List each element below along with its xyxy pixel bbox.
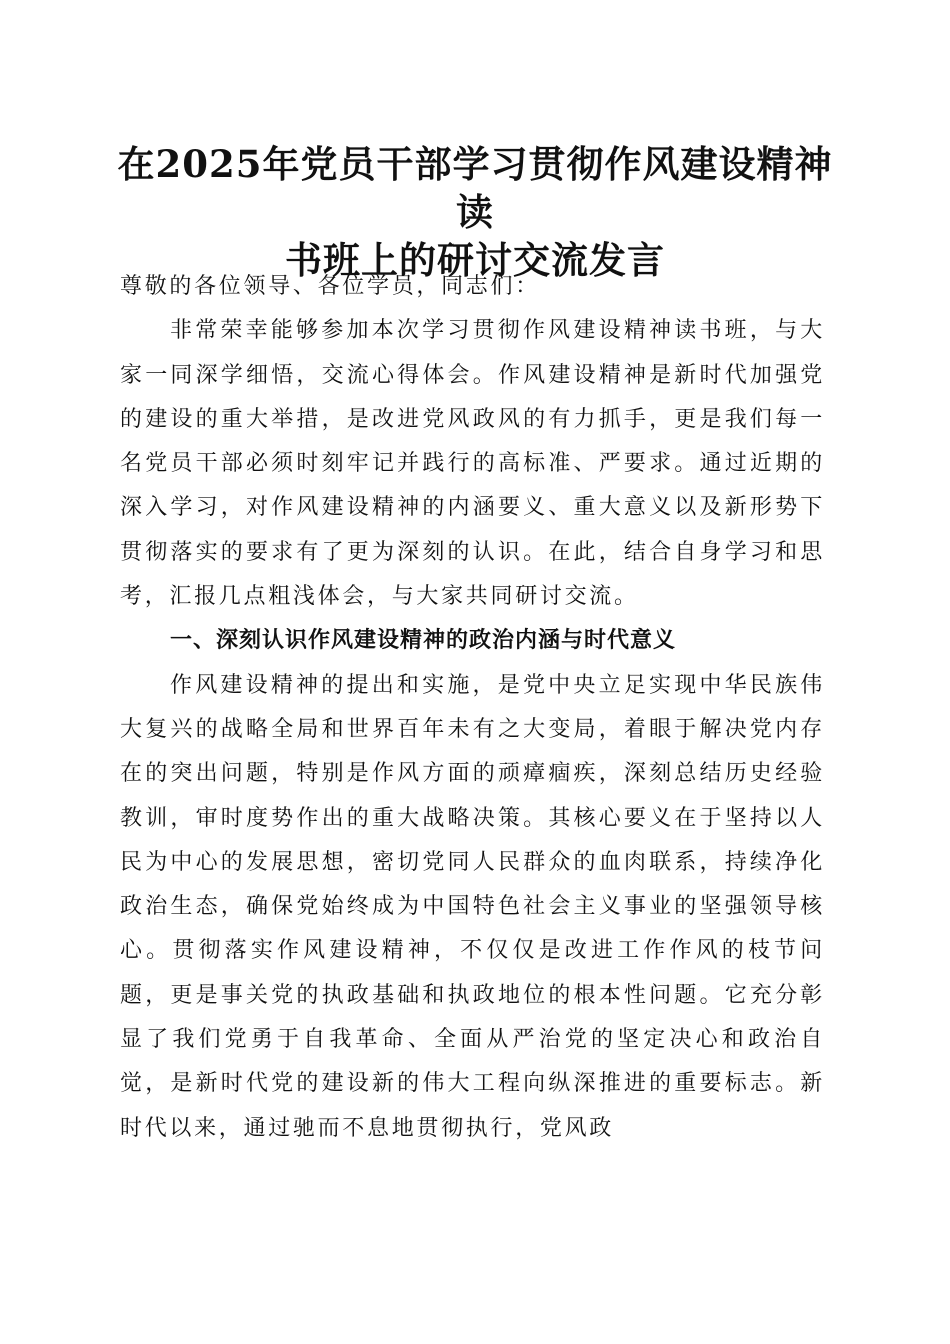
document-title (100, 140, 850, 284)
title-line-2: 书班上的研讨交流发言 (285, 238, 665, 282)
paragraph-section-1: 作风建设精神的提出和实施，是党中央立足实现中华民族伟大复兴的战略全局和世界百年未有之大变局，着眼于解决党内存在的突出问题，特别是作风方面的顽瘴痼疾，深刻总结历史经验教训，审时度势作出的重大战略决策。其核心要义在于坚持以人民为中心的发展思想，密切党同人民群众的血肉联系，持续净化政治生态，确保党始终成为中国特色社会主义事业的坚强领导核心。贯彻落实作风建设精神，不仅仅是改进工作作风的枝节问题，更是事关党的执政基础和执政地位的根本性问题。它充分彰显了我们党勇于自我革命、全面从严治党的坚定决心和政治自觉，是新时代党的建设新的伟大工程向纵深推进的重要标志。新时代以来，通过驰而不息地贯彻执行，党风政 (120, 672, 825, 1141)
section-heading: 一、深刻认识作风建设精神的政治内涵与时代意义 (170, 628, 677, 654)
paragraph-intro: 非常荣幸能够参加本次学习贯彻作风建设精神读书班，与大家一同深学细悟，交流心得体会。作风建设精神是新时代加强党的建设的重大举措，是改进党风政风的有力抓手，更是我们每一名党员干部必须时刻牢记并践行的高标准、严要求。通过近期的深入学习，对作风建设精神的内涵要义、重大意义以及新形势下贯彻落实的要求有了更为深刻的认识。在此，结合自身学习和思考，汇报几点粗浅体会，与大家共同研讨交流。 (120, 318, 825, 610)
title-line-1: 在2025年党员干部学习贯彻作风建设精神读 (117, 142, 833, 234)
document-body (120, 265, 825, 1151)
salutation: 尊敬的各位领导、各位学员，同志们： (120, 274, 540, 299)
